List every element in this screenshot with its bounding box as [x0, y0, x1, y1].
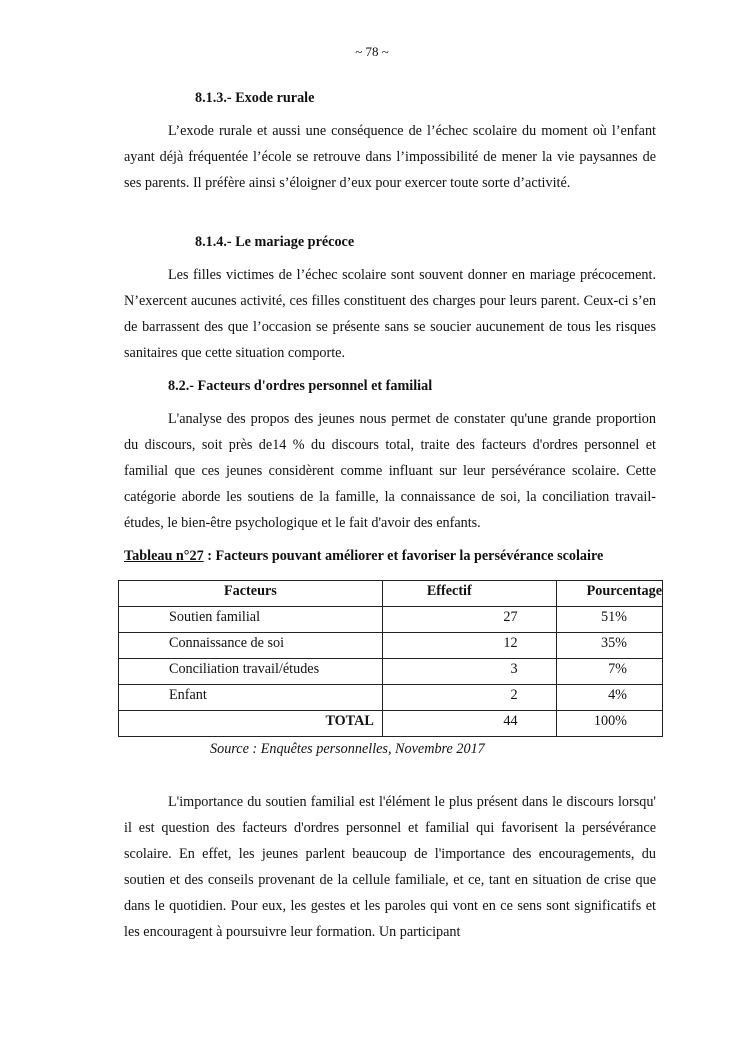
paragraph-soutien-familial	[124, 789, 656, 945]
cell-total-label: TOTAL	[119, 711, 383, 737]
table-caption-label: Tableau n°27	[124, 548, 204, 564]
cell-facteur: Enfant	[119, 685, 383, 711]
page-number: ~ 78 ~	[355, 44, 389, 59]
cell-facteur: Conciliation travail/études	[119, 659, 383, 685]
section-heading-exode-rurale: 8.1.3.- Exode rurale	[195, 90, 315, 106]
paragraph-text: Les filles victimes de l’échec scolaire sont souvent donner en mariage précocement. N’exercent aucunes activité, ces filles constituent des charges pour leurs parent. Ceux-ci s’en de barrassent des que l’occasion se présente sans se soucier aucunement de tous les risques sanitaires que cette situation comporte.	[124, 267, 656, 361]
cell-pourcentage: 35%	[556, 633, 662, 659]
paragraph-exode-rurale	[124, 118, 656, 196]
table-source: Source : Enquêtes personnelles, Novembre 2017	[210, 741, 485, 757]
cell-effectif: 12	[382, 633, 556, 659]
table-row	[119, 607, 663, 633]
paragraph-text: L’exode rurale et aussi une conséquence de l’échec scolaire du moment où l’enfant ayant déjà fréquentée l’école se retrouve dans l’impossibilité de mener la vie paysannes de ses parents. Il préfère ainsi s’éloigner d’eux pour exercer toute sorte d’activité.	[124, 123, 656, 191]
cell-effectif: 3	[382, 659, 556, 685]
facteurs-table	[118, 580, 663, 737]
cell-facteur: Soutien familial	[119, 607, 383, 633]
paragraph-text: L'importance du soutien familial est l'élément le plus présent dans le discours lorsqu' il est question des facteurs d'ordres personnel et familial qui favorisent la persévérance scolaire. En effet, les jeunes parlent beaucoup de l'importance des encouragements, du soutien et des conseils provenant de la cellule familiale, et ce, tant en situation de crise que dans le quotidien. Pour eux, les gestes et les paroles qui vont en ce sens sont significatifs et les encouragent à poursuivre leur formation. Un participant	[124, 794, 656, 940]
cell-total-effectif: 44	[382, 711, 556, 737]
table-header-row	[119, 581, 663, 607]
table-caption	[124, 548, 603, 565]
section-heading-facteurs: 8.2.- Facteurs d'ordres personnel et familial	[168, 378, 433, 394]
table-row	[119, 633, 663, 659]
cell-effectif: 2	[382, 685, 556, 711]
cell-total-pourcentage: 100%	[556, 711, 662, 737]
paragraph-text: L'analyse des propos des jeunes nous permet de constater qu'une grande proportion du discours, soit près de14 % du discours total, traite des facteurs d'ordres personnel et familial que ces jeunes considèrent comme influant sur leur persévérance scolaire. Cette catégorie aborde les soutiens de la famille, la connaissance de soi, la conciliation travail-études, le bien-être psychologique et le fait d'avoir des enfants.	[124, 411, 656, 531]
header-facteurs: Facteurs	[119, 581, 383, 607]
paragraph-facteurs	[124, 406, 656, 536]
table-row	[119, 685, 663, 711]
table-caption-text: : Facteurs pouvant améliorer et favoriser la persévérance scolaire	[203, 548, 604, 564]
header-effectif: Effectif	[382, 581, 556, 607]
cell-effectif: 27	[382, 607, 556, 633]
table-row	[119, 659, 663, 685]
cell-pourcentage: 51%	[556, 607, 662, 633]
section-heading-mariage-precoce: 8.1.4.- Le mariage précoce	[195, 234, 355, 250]
table-total-row	[119, 711, 663, 737]
paragraph-mariage-precoce	[124, 262, 656, 366]
cell-pourcentage: 7%	[556, 659, 662, 685]
cell-pourcentage: 4%	[556, 685, 662, 711]
cell-facteur: Connaissance de soi	[119, 633, 383, 659]
header-pourcentage: Pourcentage	[556, 581, 662, 607]
